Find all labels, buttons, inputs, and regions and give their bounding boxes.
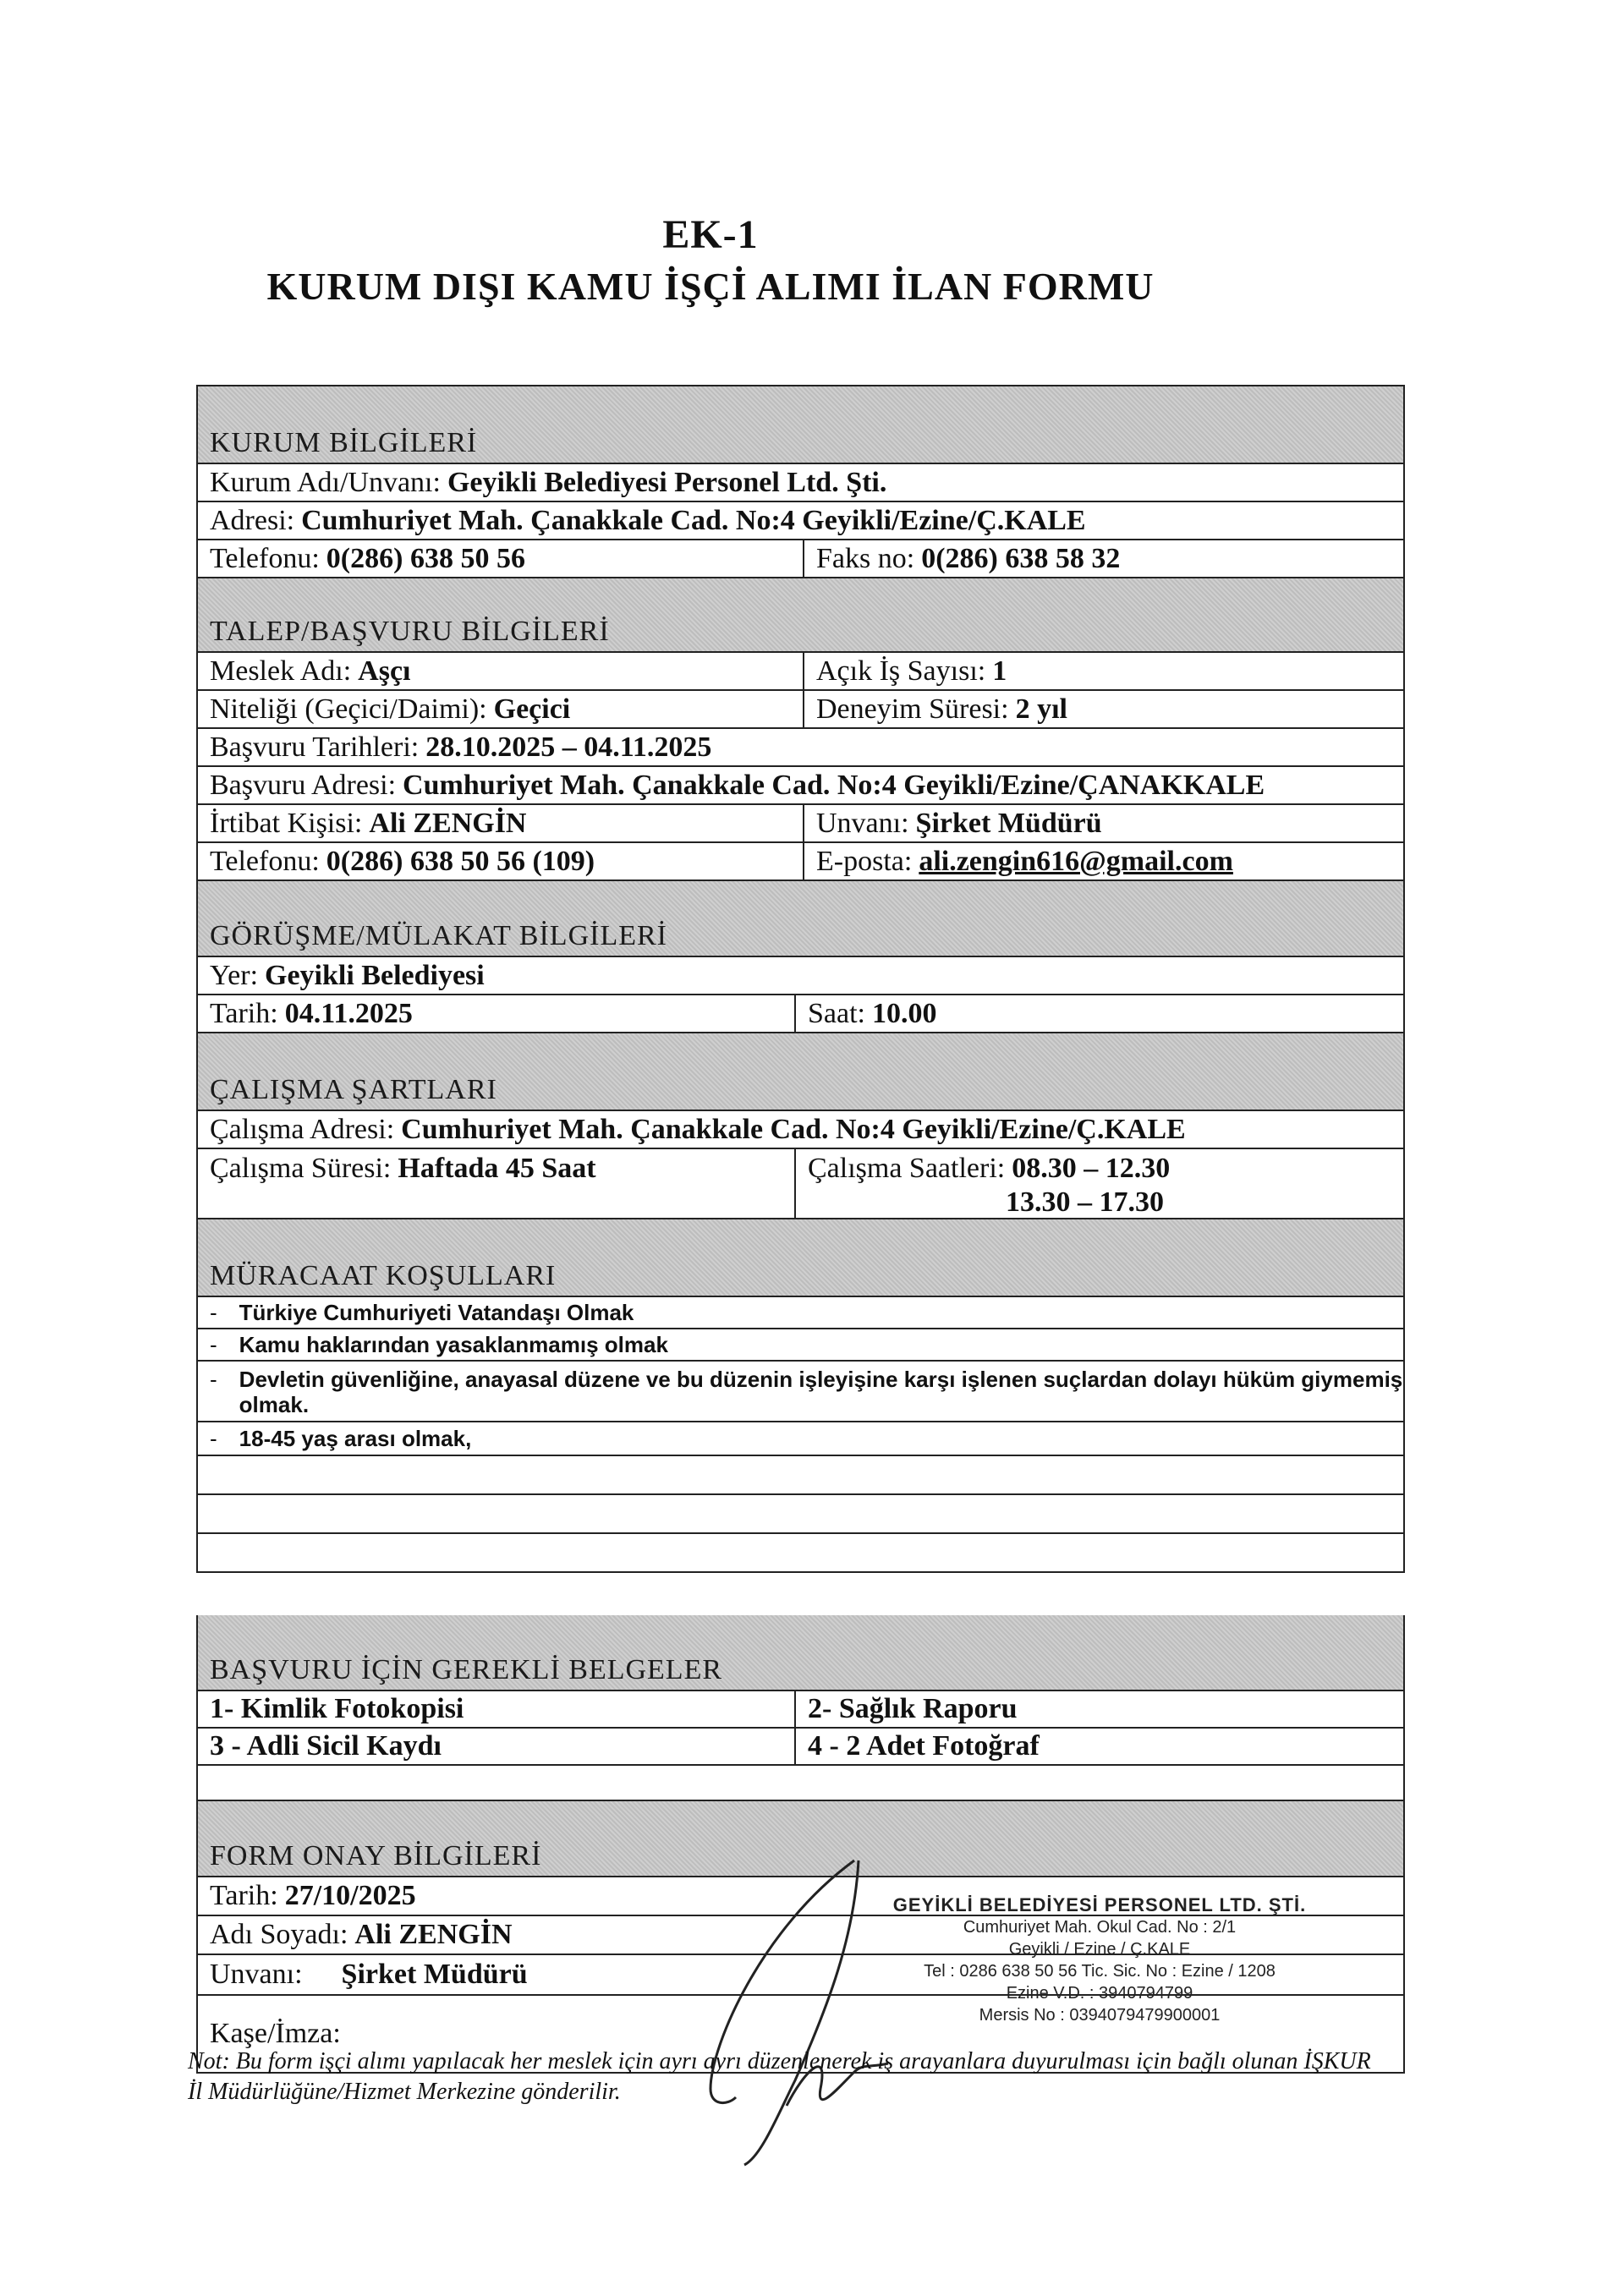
section-header-belgeler: BAŞVURU İÇİN GEREKLİ BELGELER [198,1615,1403,1691]
row-kurum-telefon [198,540,1403,578]
label-kurum-adres: Adresi: [210,504,295,536]
value-calisma-saatleri-1: 08.30 – 12.30 [1012,1153,1171,1184]
condition-item [198,1362,1403,1422]
label-basvuru-adres: Başvuru Adresi: [210,769,397,801]
stamp-line: Mersis No : 0394079479900001 [979,2006,1221,2025]
value-gorusme-tarih: 04.11.2025 [284,997,413,1029]
condition-text: Devletin güvenliğine, anayasal düzene ve bu düzenin işleyişine karşı işlenen suçlardan dolayı hüküm giymemiş olmak. [239,1367,1403,1417]
value-kurum-adres: Cumhuriyet Mah. Çanakkale Cad. No:4 Geyikli/Ezine/Ç.KALE [301,504,1086,536]
condition-dash: - [210,1425,217,1451]
section-belgeler [196,1615,1405,1801]
label-meslek: Meslek Adı: [210,655,352,687]
label-kurum-telefon: Telefonu: [210,542,320,574]
condition-dash: - [210,1331,217,1357]
document-item: 4 - 2 Adet Fotoğraf [808,1730,1040,1762]
label-nitelik: Niteliği (Geçici/Daimi): [210,693,487,725]
value-yer: Geyikli Belediyesi [265,959,485,991]
label-calisma-adres: Çalışma Adresi: [210,1113,395,1145]
label-eposta: E-posta: [816,845,913,877]
label-gorusme-tarih: Tarih: [210,997,278,1029]
value-nitelik: Geçici [493,693,571,725]
row-nitelik [198,691,1403,729]
row-calisma-sure [198,1149,1403,1219]
form-title: KURUM DIŞI KAMU İŞÇİ ALIMI İLAN FORMU [266,265,1155,308]
label-irtibat: İrtibat Kişisi: [210,807,363,839]
condition-text: Kamu haklarından yasaklanmamış olmak [239,1331,668,1357]
signature [660,1835,930,2173]
label-yer: Yer: [210,959,259,991]
stamp-line: Geyikli / Ezine / Ç.KALE [1008,1940,1191,1959]
stamp-line: Ezine V.D. : 3940794799 [1006,1984,1193,2003]
condition-text: 18-45 yaş arası olmak, [239,1425,472,1451]
value-meslek: Aşçı [358,655,411,687]
section-header-kurum: KURUM BİLGİLERİ [198,385,1403,464]
value-irtibat: Ali ZENGİN [369,807,527,839]
section-header-talep: TALEP/BAŞVURU BİLGİLERİ [198,578,1403,653]
section-header-calisma: ÇALIŞMA ŞARTLARI [198,1033,1403,1111]
condition-item [198,1297,1403,1329]
value-onay-unvan: Şirket Müdürü [341,1959,528,1990]
value-onay-tarih: 27/10/2025 [284,1880,416,1911]
form-code: EK-1 [662,212,759,257]
value-kurum-telefon: 0(286) 638 50 56 [326,542,525,574]
row-meslek [198,653,1403,691]
stamp-line: Tel : 0286 638 50 56 Tic. Sic. No : Ezine / 1208 [924,1962,1276,1981]
value-talep-telefon: 0(286) 638 50 56 (109) [326,845,595,877]
label-kurum-ad: Kurum Adı/Unvanı: [210,466,441,498]
section-muracaat [196,1219,1405,1573]
row-talep-telefon [198,843,1403,881]
row-yer [198,957,1403,995]
condition-text: Türkiye Cumhuriyeti Vatandaşı Olmak [239,1299,634,1325]
row-basvuru-adres [198,767,1403,805]
label-saat: Saat: [808,997,865,1029]
document-item: 2- Sağlık Raporu [808,1693,1018,1724]
condition-empty-row [198,1495,1403,1534]
value-onay-ad: Ali ZENGİN [354,1919,513,1950]
label-onay-ad: Adı Soyadı: [210,1919,348,1950]
value-calisma-adres: Cumhuriyet Mah. Çanakkale Cad. No:4 Geyikli/Ezine/Ç.KALE [401,1113,1186,1145]
value-eposta[interactable]: ali.zengin616@gmail.com [919,845,1233,877]
value-deneyim: 2 yıl [1015,693,1067,725]
value-kurum-ad: Geyikli Belediyesi Personel Ltd. Şti. [447,466,887,498]
footer-note: Not: Bu form işçi alımı yapılacak her meslek için ayrı ayrı düzenlenerek iş arayanlara duyurulması için bağlı olunan İŞKUR İl Müdürlüğüne/Hizmet Merkezine gönderilir. [188,2048,1371,2105]
section-header-onay: FORM ONAY BİLGİLERİ [198,1801,1403,1877]
row-calisma-adres [198,1111,1403,1149]
label-onay-unvan: Unvanı: [210,1959,303,1990]
document-item: 3 - Adli Sicil Kaydı [210,1730,442,1762]
condition-item [198,1422,1403,1456]
value-acik-is: 1 [992,655,1007,687]
value-unvan: Şirket Müdürü [915,807,1102,839]
stamp-company-name: GEYİKLİ BELEDİYESİ PERSONEL LTD. ŞTİ. [892,1894,1307,1915]
condition-empty-row [198,1534,1403,1573]
row-basvuru-tarih [198,729,1403,767]
documents-row [198,1729,1403,1766]
value-kurum-faks: 0(286) 638 58 32 [921,542,1121,574]
value-calisma-saatleri-2: 13.30 – 17.30 [1006,1186,1164,1218]
value-basvuru-tarih: 28.10.2025 – 04.11.2025 [425,731,712,763]
condition-dash: - [210,1299,217,1325]
value-basvuru-adres: Cumhuriyet Mah. Çanakkale Cad. No:4 Geyikli/Ezine/ÇANAKKALE [403,769,1265,801]
label-unvan: Unvanı: [816,807,909,839]
row-kurum-adres [198,502,1403,540]
documents-empty-row [198,1766,1403,1801]
condition-empty-row [198,1456,1403,1495]
label-calisma-saatleri: Çalışma Saatleri: [808,1153,1006,1184]
label-onay-kase: Kaşe/İmza: [210,2018,341,2049]
label-onay-tarih: Tarih: [210,1880,278,1911]
row-kurum-ad [198,464,1403,502]
section-talep [196,578,1405,881]
document-item: 1- Kimlik Fotokopisi [210,1693,464,1724]
section-header-muracaat: MÜRACAAT KOŞULLARI [198,1219,1403,1297]
value-calisma-sure: Haftada 45 Saat [398,1153,596,1184]
label-talep-telefon: Telefonu: [210,845,320,877]
label-calisma-sure: Çalışma Süresi: [210,1153,392,1184]
value-saat: 10.00 [871,997,937,1029]
label-basvuru-tarih: Başvuru Tarihleri: [210,731,420,763]
label-deneyim: Deneyim Süresi: [816,693,1009,725]
condition-item [198,1329,1403,1362]
label-kurum-faks: Faks no: [816,542,915,574]
section-gorusme [196,881,1405,1033]
row-irtibat [198,805,1403,843]
stamp-line: Cumhuriyet Mah. Okul Cad. No : 2/1 [963,1918,1237,1937]
section-header-gorusme: GÖRÜŞME/MÜLAKAT BİLGİLERİ [198,881,1403,957]
documents-row [198,1691,1403,1729]
row-gorusme-tarih [198,995,1403,1033]
section-kurum [196,385,1405,578]
section-calisma [196,1033,1405,1219]
condition-dash: - [210,1367,217,1392]
label-acik-is: Açık İş Sayısı: [816,655,986,687]
